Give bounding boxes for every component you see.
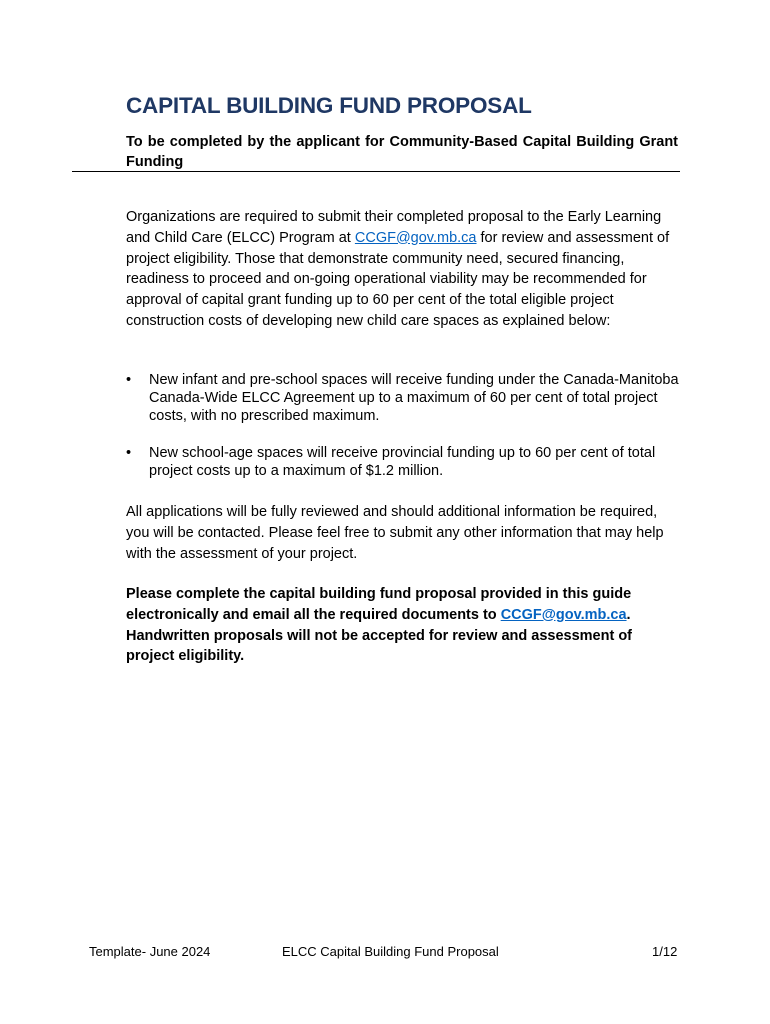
bullet-icon: • bbox=[126, 372, 132, 388]
footer-page-number: 1/12 bbox=[652, 944, 678, 959]
list-item bbox=[126, 444, 682, 480]
intro-text-before-link: Organizations are required to submit their completed proposal to the Early Learning and Child Care (ELCC) Program at bbox=[126, 209, 662, 246]
list-item bbox=[126, 371, 682, 425]
bullet-text-infant-preschool: New infant and pre-school spaces will receive funding under the Canada-Manitoba Canada-Wide ELCC Agreement up to a maximum of 60 per cent of total project costs, with no prescribed maximum. bbox=[149, 372, 679, 424]
page-title: CAPITAL BUILDING FUND PROPOSAL bbox=[126, 93, 532, 118]
funding-bullet-list bbox=[126, 371, 682, 499]
page-subtitle: To be completed by the applicant for Community-Based Capital Building Grant Funding bbox=[126, 134, 678, 170]
title-divider bbox=[72, 171, 680, 172]
intro-email-link[interactable]: CCGF@gov.mb.ca bbox=[354, 229, 477, 246]
instruction-text-after-link: . Handwritten proposals will not be accepted for review and assessment of project eligibility. bbox=[126, 606, 633, 665]
footer-template-date: Template- June 2024 bbox=[89, 944, 211, 959]
intro-paragraph bbox=[126, 207, 682, 332]
intro-text-after-link: for review and assessment of project eligibility. Those that demonstrate community need, secured financing, readiness to proceed and on-going operational viability may be recommended for approval of capital grant funding up to 60 per cent of the total eligible project construction costs of developing new child care spaces as explained below: bbox=[126, 229, 670, 329]
footer-document-name: ELCC Capital Building Fund Proposal bbox=[282, 944, 499, 959]
instruction-text-before-link: Please complete the capital building fund proposal provided in this guide electronically and email all the required documents to bbox=[126, 586, 632, 623]
bullet-icon: • bbox=[126, 445, 132, 461]
review-paragraph: All applications will be fully reviewed and should additional information be required, you will be contacted. Please feel free to submit any other information that may help with the assessment of your project. bbox=[126, 504, 664, 562]
instruction-paragraph bbox=[126, 584, 682, 667]
bullet-text-school-age: New school-age spaces will receive provincial funding up to 60 per cent of total project costs up to a maximum of $1.2 million. bbox=[149, 445, 656, 479]
instruction-email-link[interactable]: CCGF@gov.mb.ca bbox=[500, 606, 627, 623]
